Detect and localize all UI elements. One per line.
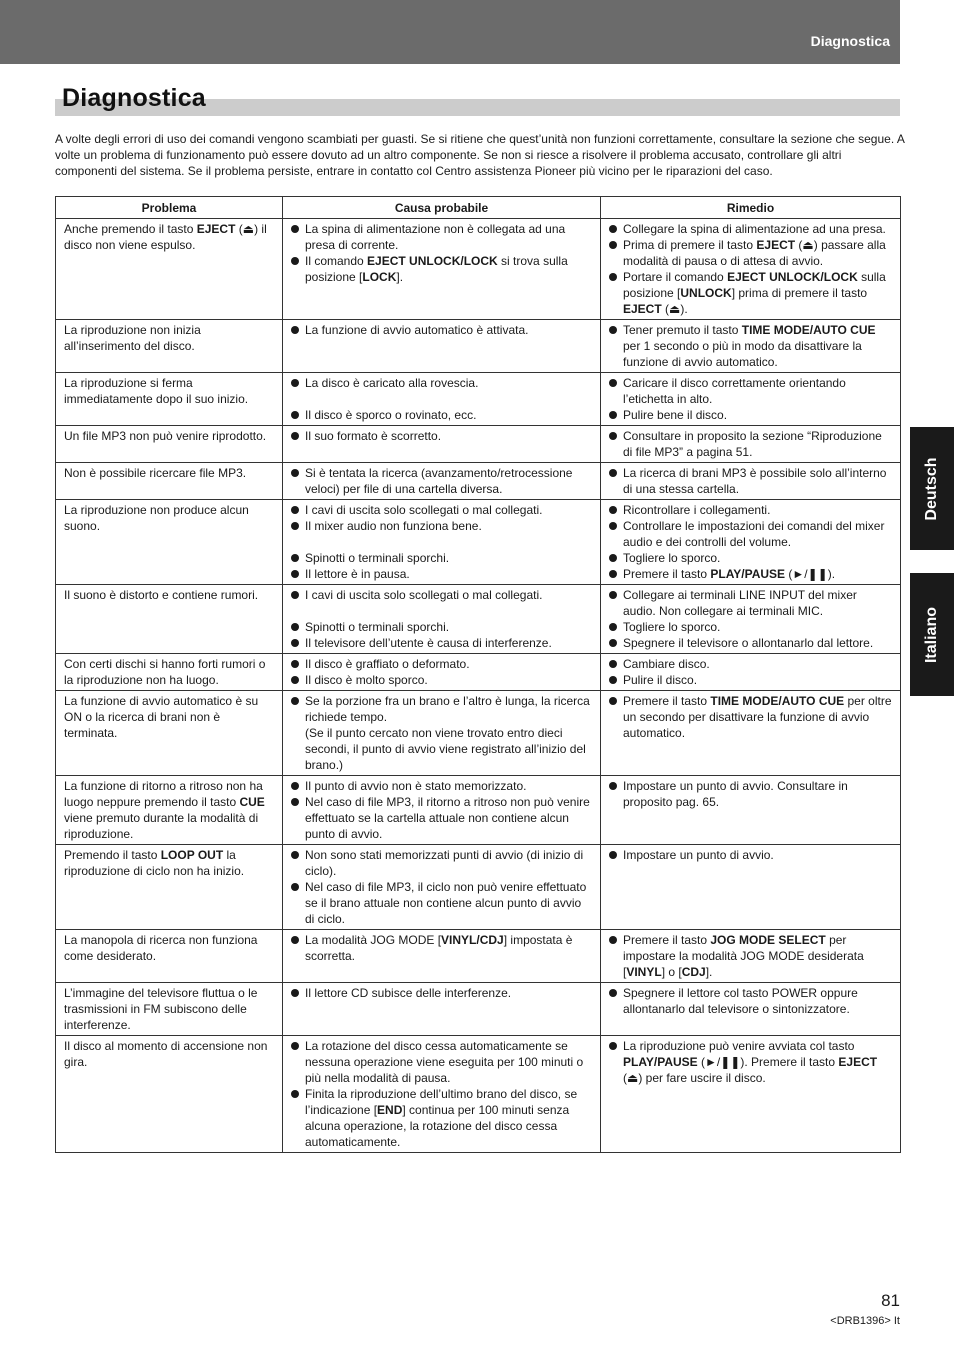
remedy-cell xyxy=(601,463,901,500)
table-row xyxy=(56,219,901,320)
remedy-item: Ricontrollare i collegamenti. xyxy=(609,502,892,518)
table-row xyxy=(56,463,901,500)
side-tab-italiano-label: Italiano xyxy=(923,606,940,663)
side-tab-italiano[interactable] xyxy=(910,573,954,696)
page-number: 81 xyxy=(881,1291,900,1310)
table-row xyxy=(56,845,901,930)
bullet-icon xyxy=(291,411,299,419)
cause-cell xyxy=(283,426,601,463)
remedy-item: Premere il tasto PLAY/PAUSE (►/❚❚). xyxy=(609,566,892,582)
cause-item: Nel caso di file MP3, il ciclo non può venire effettuato se il brano attuale non contiene alcun punto di avvio di ciclo. xyxy=(291,879,592,927)
bullet-icon xyxy=(291,469,299,477)
bullet-icon xyxy=(609,379,617,387)
cause-cell xyxy=(283,373,601,426)
remedy-item: Prima di premere il tasto EJECT (⏏) passare alla modalità di pausa o di attesa di avvio. xyxy=(609,237,892,269)
bullet-icon xyxy=(609,697,617,705)
cause-item: I cavi di uscita solo scollegati o mal collegati. xyxy=(291,587,592,603)
side-tab-deutsch-label: Deutsch xyxy=(923,456,940,521)
remedy-item: Premere il tasto TIME MODE/AUTO CUE per oltre un secondo per disattivare la funzione di avvio automatico. xyxy=(609,693,892,741)
cause-cell xyxy=(283,1036,601,1153)
cause-cell xyxy=(283,845,601,930)
remedy-item: Pulire bene il disco. xyxy=(609,407,892,423)
remedy-item: Tener premuto il tasto TIME MODE/AUTO CUE per 1 secondo o più in modo da disattivare la funzione di avvio automatico. xyxy=(609,322,892,370)
table-row xyxy=(56,426,901,463)
bullet-icon xyxy=(609,660,617,668)
bullet-icon xyxy=(291,326,299,334)
problem-cell: Il suono è distorto e contiene rumori. xyxy=(56,585,283,654)
bullet-icon xyxy=(609,241,617,249)
bullet-icon xyxy=(609,506,617,514)
remedy-item: Consultare in proposito la sezione “Riproduzione di file MP3” a pagina 51. xyxy=(609,428,892,460)
cause-cell xyxy=(283,983,601,1036)
remedy-item: Cambiare disco. xyxy=(609,656,892,672)
remedy-cell xyxy=(601,585,901,654)
cause-cell xyxy=(283,776,601,845)
cause-cell xyxy=(283,219,601,320)
cause-item: Il punto di avvio non è stato memorizzato. xyxy=(291,778,592,794)
bullet-icon xyxy=(609,326,617,334)
bullet-icon xyxy=(291,570,299,578)
cause-cell xyxy=(283,585,601,654)
cause-item: La spina di alimentazione non è collegata ad una presa di corrente. xyxy=(291,221,592,253)
remedy-cell xyxy=(601,320,901,373)
remedy-cell xyxy=(601,500,901,585)
remedy-item: Togliere lo sporco. xyxy=(609,619,892,635)
cause-item: Il disco è graffiato o deformato. xyxy=(291,656,592,672)
bullet-icon xyxy=(609,432,617,440)
problem-cell: Anche premendo il tasto EJECT (⏏) il disco non viene espulso. xyxy=(56,219,283,320)
remedy-cell xyxy=(601,776,901,845)
bullet-icon xyxy=(291,936,299,944)
bullet-icon xyxy=(609,623,617,631)
bullet-icon xyxy=(291,379,299,387)
table-row xyxy=(56,585,901,654)
table-row xyxy=(56,654,901,691)
problem-cell: La funzione di ritorno a ritroso non ha luogo neppure premendo il tasto CUE viene premuto durante la modalità di riproduzione. xyxy=(56,776,283,845)
cause-item: I cavi di uscita solo scollegati o mal collegati. xyxy=(291,502,592,518)
bullet-icon xyxy=(291,676,299,684)
problem-cell: La riproduzione non produce alcun suono. xyxy=(56,500,283,585)
cause-item: Il televisore dell’utente è causa di interferenze. xyxy=(291,635,592,651)
problem-cell: Premendo il tasto LOOP OUT la riproduzione di ciclo non ha inizio. xyxy=(56,845,283,930)
bullet-icon xyxy=(291,1042,299,1050)
cause-item: Se la porzione fra un brano e l’altro è lunga, la ricerca richiede tempo. (Se il punto cercato non viene trovato entro dieci secondi, il punto di avvio viene registrato all’inizio del brano.) xyxy=(291,693,592,773)
header-remedy: Rimedio xyxy=(601,197,901,219)
bullet-icon xyxy=(609,676,617,684)
table-row xyxy=(56,500,901,585)
remedy-cell xyxy=(601,219,901,320)
problem-cell: Con certi dischi si hanno forti rumori o la riproduzione non ha luogo. xyxy=(56,654,283,691)
bullet-icon xyxy=(291,225,299,233)
bullet-icon xyxy=(291,623,299,631)
bullet-icon xyxy=(291,697,299,705)
remedy-cell xyxy=(601,930,901,983)
cause-item: Il mixer audio non funziona bene. xyxy=(291,518,592,534)
bullet-icon xyxy=(609,554,617,562)
remedy-item: Pulire il disco. xyxy=(609,672,892,688)
cause-item: Spinotti o terminali sporchi. xyxy=(291,550,592,566)
bullet-icon xyxy=(291,522,299,530)
remedy-item: Togliere lo sporco. xyxy=(609,550,892,566)
problem-cell: La riproduzione non inizia all’inserimento del disco. xyxy=(56,320,283,373)
remedy-item: Premere il tasto JOG MODE SELECT per impostare la modalità JOG MODE desiderata [VINYL] o [CDJ]. xyxy=(609,932,892,980)
bullet-icon xyxy=(291,782,299,790)
header-bar xyxy=(0,0,900,64)
remedy-cell xyxy=(601,373,901,426)
remedy-item: Collegare la spina di alimentazione ad una presa. xyxy=(609,221,892,237)
table-row xyxy=(56,930,901,983)
troubleshooting-table xyxy=(55,196,901,1153)
cause-cell xyxy=(283,930,601,983)
cause-item: Si è tentata la ricerca (avanzamento/retrocessione veloci) per file di una cartella diversa. xyxy=(291,465,592,497)
cause-item: Nel caso di file MP3, il ritorno a ritroso non può venire effettuato se la cartella attuale non contiene alcun punto di avvio. xyxy=(291,794,592,842)
cause-item: La modalità JOG MODE [VINYL/CDJ] impostata è scorretta. xyxy=(291,932,592,964)
cause-item: Il comando EJECT UNLOCK/LOCK si trova sulla posizione [LOCK]. xyxy=(291,253,592,285)
bullet-icon xyxy=(609,591,617,599)
problem-cell: La manopola di ricerca non funziona come desiderato. xyxy=(56,930,283,983)
remedy-cell xyxy=(601,1036,901,1153)
problem-cell: L’immagine del televisore fluttua o le trasmissioni in FM subiscono delle interferenze. xyxy=(56,983,283,1036)
cause-cell xyxy=(283,691,601,776)
header-section-title: Diagnostica xyxy=(810,33,890,49)
bullet-icon xyxy=(291,639,299,647)
table-row xyxy=(56,373,901,426)
remedy-item: Caricare il disco correttamente orientando l’etichetta in alto. xyxy=(609,375,892,407)
bullet-icon xyxy=(291,851,299,859)
table-body xyxy=(56,219,901,1153)
header-cause: Causa probabile xyxy=(283,197,601,219)
bullet-icon xyxy=(609,225,617,233)
bullet-icon xyxy=(609,851,617,859)
remedy-item: Impostare un punto di avvio. Consultare in proposito pag. 65. xyxy=(609,778,892,810)
remedy-item: Spegnere il televisore o allontanarlo dal lettore. xyxy=(609,635,892,651)
cause-item: La funzione di avvio automatico è attivata. xyxy=(291,322,592,338)
table-header-row xyxy=(56,197,901,219)
cause-cell xyxy=(283,654,601,691)
bullet-icon xyxy=(291,257,299,265)
document-code: <DRB1396> It xyxy=(830,1315,900,1327)
remedy-item: Controllare le impostazioni dei comandi del mixer audio e dei controlli del volume. xyxy=(609,518,892,550)
remedy-item: Portare il comando EJECT UNLOCK/LOCK sulla posizione [UNLOCK] prima di premere il tasto EJECT (⏏). xyxy=(609,269,892,317)
problem-cell: Non è possibile ricercare file MP3. xyxy=(56,463,283,500)
problem-cell: La funzione di avvio automatico è su ON o la ricerca di brani non è terminata. xyxy=(56,691,283,776)
bullet-icon xyxy=(609,1042,617,1050)
bullet-icon xyxy=(609,782,617,790)
header-problem: Problema xyxy=(56,197,283,219)
bullet-icon xyxy=(291,798,299,806)
remedy-item: La ricerca di brani MP3 è possibile solo all’interno di una stessa cartella. xyxy=(609,465,892,497)
table-row xyxy=(56,1036,901,1153)
bullet-icon xyxy=(291,432,299,440)
problem-cell: Il disco al momento di accensione non gira. xyxy=(56,1036,283,1153)
cause-item: Il disco è sporco o rovinato, ecc. xyxy=(291,407,592,423)
remedy-item: La riproduzione può venire avviata col tasto PLAY/PAUSE (►/❚❚). Premere il tasto EJECT (⏏) per fare uscire il disco. xyxy=(609,1038,892,1086)
bullet-icon xyxy=(291,554,299,562)
bullet-icon xyxy=(291,1090,299,1098)
remedy-cell xyxy=(601,654,901,691)
problem-cell: La riproduzione si ferma immediatamente dopo il suo inizio. xyxy=(56,373,283,426)
cause-item: Spinotti o terminali sporchi. xyxy=(291,619,592,635)
bullet-icon xyxy=(291,591,299,599)
remedy-cell xyxy=(601,426,901,463)
bullet-icon xyxy=(609,411,617,419)
bullet-icon xyxy=(291,506,299,514)
bullet-icon xyxy=(609,522,617,530)
remedy-cell xyxy=(601,845,901,930)
cause-item: La rotazione del disco cessa automaticamente se nessuna operazione viene eseguita per 100 minuti o più nella modalità di pausa. xyxy=(291,1038,592,1086)
cause-item: Il suo formato è scorretto. xyxy=(291,428,592,444)
remedy-item: Spegnere il lettore col tasto POWER oppure allontanarlo dal televisore o sintonizzatore. xyxy=(609,985,892,1017)
intro-paragraph: A volte degli errori di uso dei comandi vengono scambiati per guasti. Se si ritiene che quest’unità non funzioni correttamente, consultare la sezione che segue. A volte un problema di funzionamento può essere dovuto ad un altro componente. Se non si riesce a risolvere il problema accusato, controllare gli altri componenti del sistema. Se il problema persiste, entrare in contatto col Centro assistenza Pioneer più vicino per le riparazioni del caso. xyxy=(55,132,905,178)
bullet-icon xyxy=(291,989,299,997)
bullet-icon xyxy=(609,570,617,578)
cause-item: Finita la riproduzione dell’ultimo brano del disco, se l’indicazione [END] continua per 100 minuti senza alcuna operazione, la rotazione del disco cessa automaticamente. xyxy=(291,1086,592,1150)
remedy-cell xyxy=(601,691,901,776)
bullet-icon xyxy=(609,639,617,647)
bullet-icon xyxy=(609,936,617,944)
cause-item: Il lettore è in pausa. xyxy=(291,566,592,582)
cause-item: Non sono stati memorizzati punti di avvio (di inizio di ciclo). xyxy=(291,847,592,879)
bullet-icon xyxy=(609,273,617,281)
cause-item: La disco è caricato alla rovescia. xyxy=(291,375,592,391)
cause-cell xyxy=(283,463,601,500)
side-tab-deutsch[interactable] xyxy=(910,427,954,550)
bullet-icon xyxy=(291,883,299,891)
cause-item: Il disco è molto sporco. xyxy=(291,672,592,688)
page-title: Diagnostica xyxy=(62,84,206,112)
bullet-icon xyxy=(609,469,617,477)
problem-cell: Un file MP3 non può venire riprodotto. xyxy=(56,426,283,463)
table-row xyxy=(56,776,901,845)
cause-cell xyxy=(283,320,601,373)
table-row xyxy=(56,320,901,373)
remedy-item: Collegare ai terminali LINE INPUT del mixer audio. Non collegare ai terminali MIC. xyxy=(609,587,892,619)
table-row xyxy=(56,691,901,776)
cause-cell xyxy=(283,500,601,585)
table-row xyxy=(56,983,901,1036)
bullet-icon xyxy=(291,660,299,668)
cause-item: Il lettore CD subisce delle interferenze. xyxy=(291,985,592,1001)
remedy-cell xyxy=(601,983,901,1036)
remedy-item: Impostare un punto di avvio. xyxy=(609,847,892,863)
bullet-icon xyxy=(609,989,617,997)
